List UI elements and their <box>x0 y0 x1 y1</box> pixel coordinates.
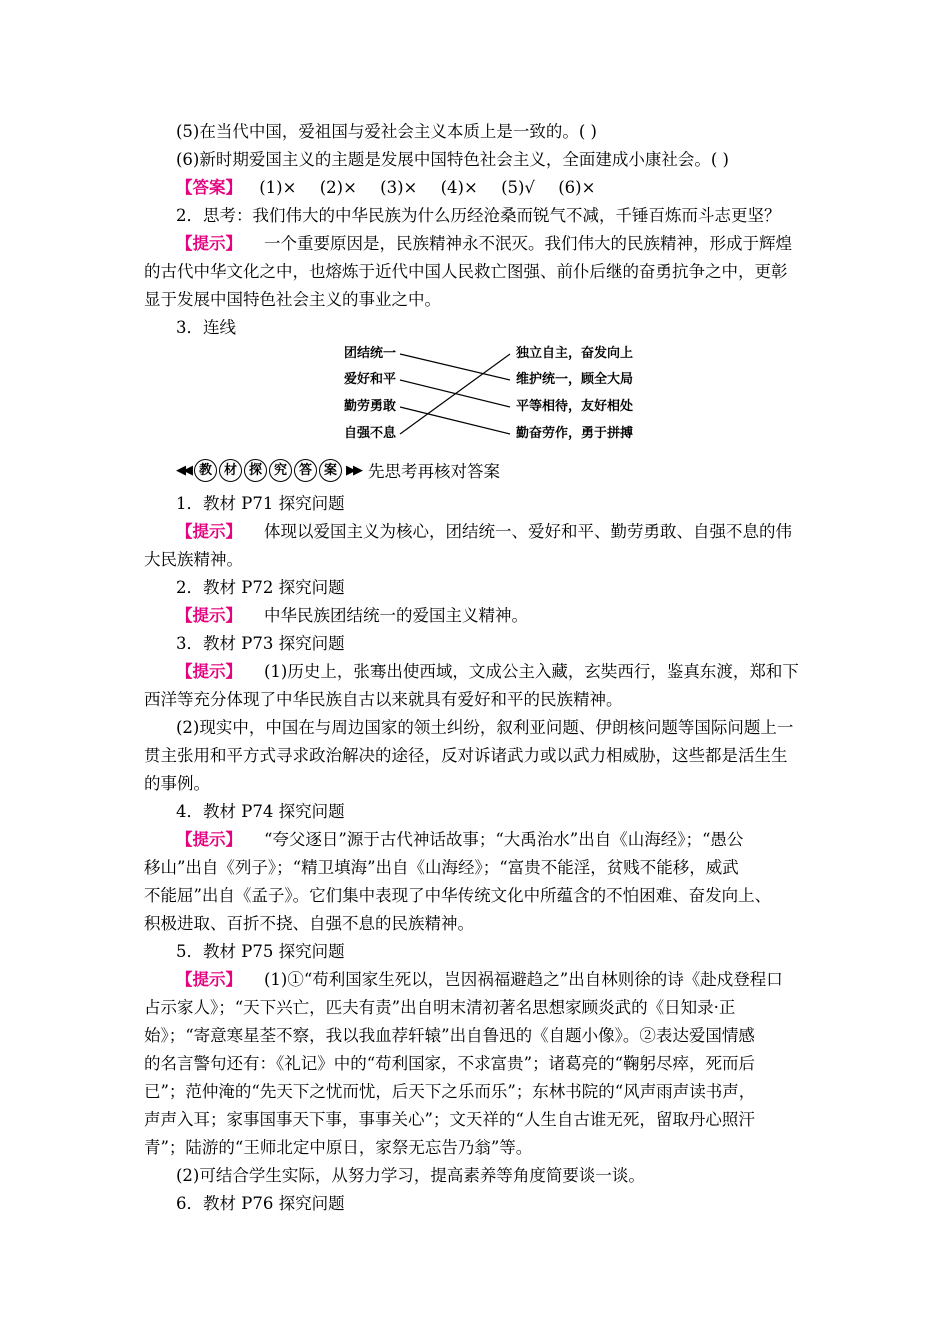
question-2-line: 2．思考：我们伟大的中华民族为什么历经沧桑而锐气不减，千锤百炼而斗志更坚？ <box>176 206 781 225</box>
item-6-title: 6．教材 P76 探究问题 <box>176 1194 345 1213</box>
link-line-3 <box>400 407 510 434</box>
hint-tag: 【提示】 <box>176 970 242 989</box>
question-2-hint-line-3: 显于发展中国特色社会主义的事业之中。 <box>144 290 441 309</box>
matching-diagram <box>340 340 650 448</box>
item-3-hint-line-4: 贯主张用和平方式寻求政治解决的途径，反对诉诸武力或以武力相威胁，这些都是活生生 <box>144 746 788 765</box>
item-2-hint-line-1 <box>176 602 836 630</box>
hint-text: (1)历史上，张骞出使西域，文成公主入藏，玄奘西行，鉴真东渡，郑和下 <box>264 662 799 681</box>
answer-tag: 【答案】 <box>176 178 242 197</box>
banner-char-2: 材 <box>219 459 242 482</box>
question-2-hint-line-2: 的古代中华文化之中，也熔炼于近代中国人民救亡图强、前仆后继的奋勇抗争之中，更彰 <box>144 262 788 281</box>
item-3-hint-line-3: (2)现实中，中国在与周边国家的领土纠纷，叙利亚问题、伊朗核问题等国际问题上一 <box>176 718 794 737</box>
answer-1: (1)× <box>259 178 297 197</box>
item-5-hint-line-8: (2)可结合学生实际，从努力学习，提高素养等角度简要谈一谈。 <box>176 1166 645 1185</box>
banner-subtitle: 先思考再核对答案 <box>368 462 500 481</box>
item-5-hint-line-7: 青”；陆游的“王师北定中原日，家祭无忘告乃翁”等。 <box>144 1138 533 1157</box>
match-left-1: 团结统一 <box>344 346 397 361</box>
hint-text: 一个重要原因是，民族精神永不泯灭。我们伟大的民族精神，形成于辉煌 <box>264 234 792 253</box>
match-right-3: 平等相待，友好相处 <box>516 399 634 414</box>
item-5-hint-line-5: 已”；范仲淹的“先天下之忧而忧，后天下之乐而乐”；东林书院的“风声雨声读书声， <box>144 1082 756 1101</box>
left-double-arrow-icon: ◀◀ <box>176 462 190 478</box>
item-5-hint-line-1 <box>176 966 836 994</box>
section-banner <box>176 457 500 483</box>
right-double-arrow-icon: ▶▶ <box>346 462 360 478</box>
banner-char-3: 探 <box>244 459 267 482</box>
question-6-line: (6)新时期爱国主义的主题是发展中国特色社会主义，全面建成小康社会。( ) <box>176 150 729 169</box>
item-5-hint-line-4: 的名言警句还有：《礼记》中的“苟利国家，不求富贵”；诸葛亮的“鞠躬尽瘁，死而后 <box>144 1054 756 1073</box>
hint-tag: 【提示】 <box>176 522 242 541</box>
item-5-title: 5．教材 P75 探究问题 <box>176 942 345 961</box>
answer-3: (3)× <box>380 178 418 197</box>
item-3-title: 3．教材 P73 探究问题 <box>176 634 345 653</box>
question-2-hint-line-1 <box>176 230 836 258</box>
hint-tag: 【提示】 <box>176 662 242 681</box>
hint-text: (1)①“苟利国家生死以，岂因祸福避趋之”出自林则徐的诗《赴戍登程口 <box>264 970 783 989</box>
match-right-1: 独立自主，奋发向上 <box>516 346 634 361</box>
item-5-hint-line-2: 占示家人》；“天下兴亡，匹夫有责”出自明末清初著名思想家顾炎武的《日知录·正 <box>144 998 736 1017</box>
answer-4: (4)× <box>440 178 478 197</box>
banner-char-1: 教 <box>194 459 217 482</box>
match-left-4: 自强不息 <box>344 426 397 441</box>
hint-text: 体现以爱国主义为核心，团结统一、爱好和平、勤劳勇敢、自强不息的伟 <box>264 522 792 541</box>
item-1-hint-line-1 <box>176 518 836 546</box>
hint-tag: 【提示】 <box>176 830 242 849</box>
link-line-1 <box>400 354 510 380</box>
item-4-hint-line-2: 移山”出自《列子》；“精卫填海”出自《山海经》；“富贵不能淫，贫贱不能移，威武 <box>144 858 739 877</box>
item-4-hint-line-1 <box>176 826 836 854</box>
banner-char-6: 案 <box>319 459 342 482</box>
hint-tag: 【提示】 <box>176 606 242 625</box>
hint-tag: 【提示】 <box>176 234 242 253</box>
hint-text: 中华民族团结统一的爱国主义精神。 <box>264 606 528 625</box>
item-1-hint-line-2: 大民族精神。 <box>144 550 243 569</box>
answer-6: (6)× <box>558 178 596 197</box>
banner-char-4: 究 <box>269 459 292 482</box>
match-left-3: 勤劳勇敢 <box>344 399 397 414</box>
item-1-title: 1．教材 P71 探究问题 <box>176 494 345 513</box>
item-2-title: 2．教材 P72 探究问题 <box>176 578 345 597</box>
question-5-line: (5)在当代中国，爱祖国与爱社会主义本质上是一致的。( ) <box>176 122 597 141</box>
item-5-hint-line-3: 始》；“寄意寒星荃不察，我以我血荐轩辕”出自鲁迅的《自题小像》。②表达爱国情感 <box>144 1026 755 1045</box>
item-4-hint-line-3: 不能屈”出自《孟子》。它们集中表现了中华传统文化中所蕴含的不怕困难、奋发向上、 <box>144 886 772 905</box>
answer-2: (2)× <box>319 178 357 197</box>
banner-char-5: 答 <box>294 459 317 482</box>
item-3-hint-line-5: 的事例。 <box>144 774 210 793</box>
match-right-4: 勤奋劳作，勇于拼搏 <box>516 426 634 441</box>
item-4-hint-line-4: 积极进取、百折不挠、自强不息的民族精神。 <box>144 914 474 933</box>
hint-text: “夸父逐日”源于古代神话故事；“大禹治水”出自《山海经》；“愚公 <box>264 830 744 849</box>
link-line-4 <box>400 354 510 434</box>
item-3-hint-line-1 <box>176 658 836 686</box>
match-right-2: 维护统一，顾全大局 <box>516 372 634 387</box>
answer-line <box>176 174 836 202</box>
item-3-hint-line-2: 西洋等充分体现了中华民族自古以来就具有爱好和平的民族精神。 <box>144 690 623 709</box>
item-5-hint-line-6: 声声入耳；家事国事天下事，事事关心”；文天祥的“人生自古谁无死，留取丹心照汗 <box>144 1110 755 1129</box>
match-left-2: 爱好和平 <box>344 372 397 387</box>
answer-5: (5)√ <box>501 178 535 197</box>
question-3-line: 3．连线 <box>176 318 236 337</box>
item-4-title: 4．教材 P74 探究问题 <box>176 802 345 821</box>
